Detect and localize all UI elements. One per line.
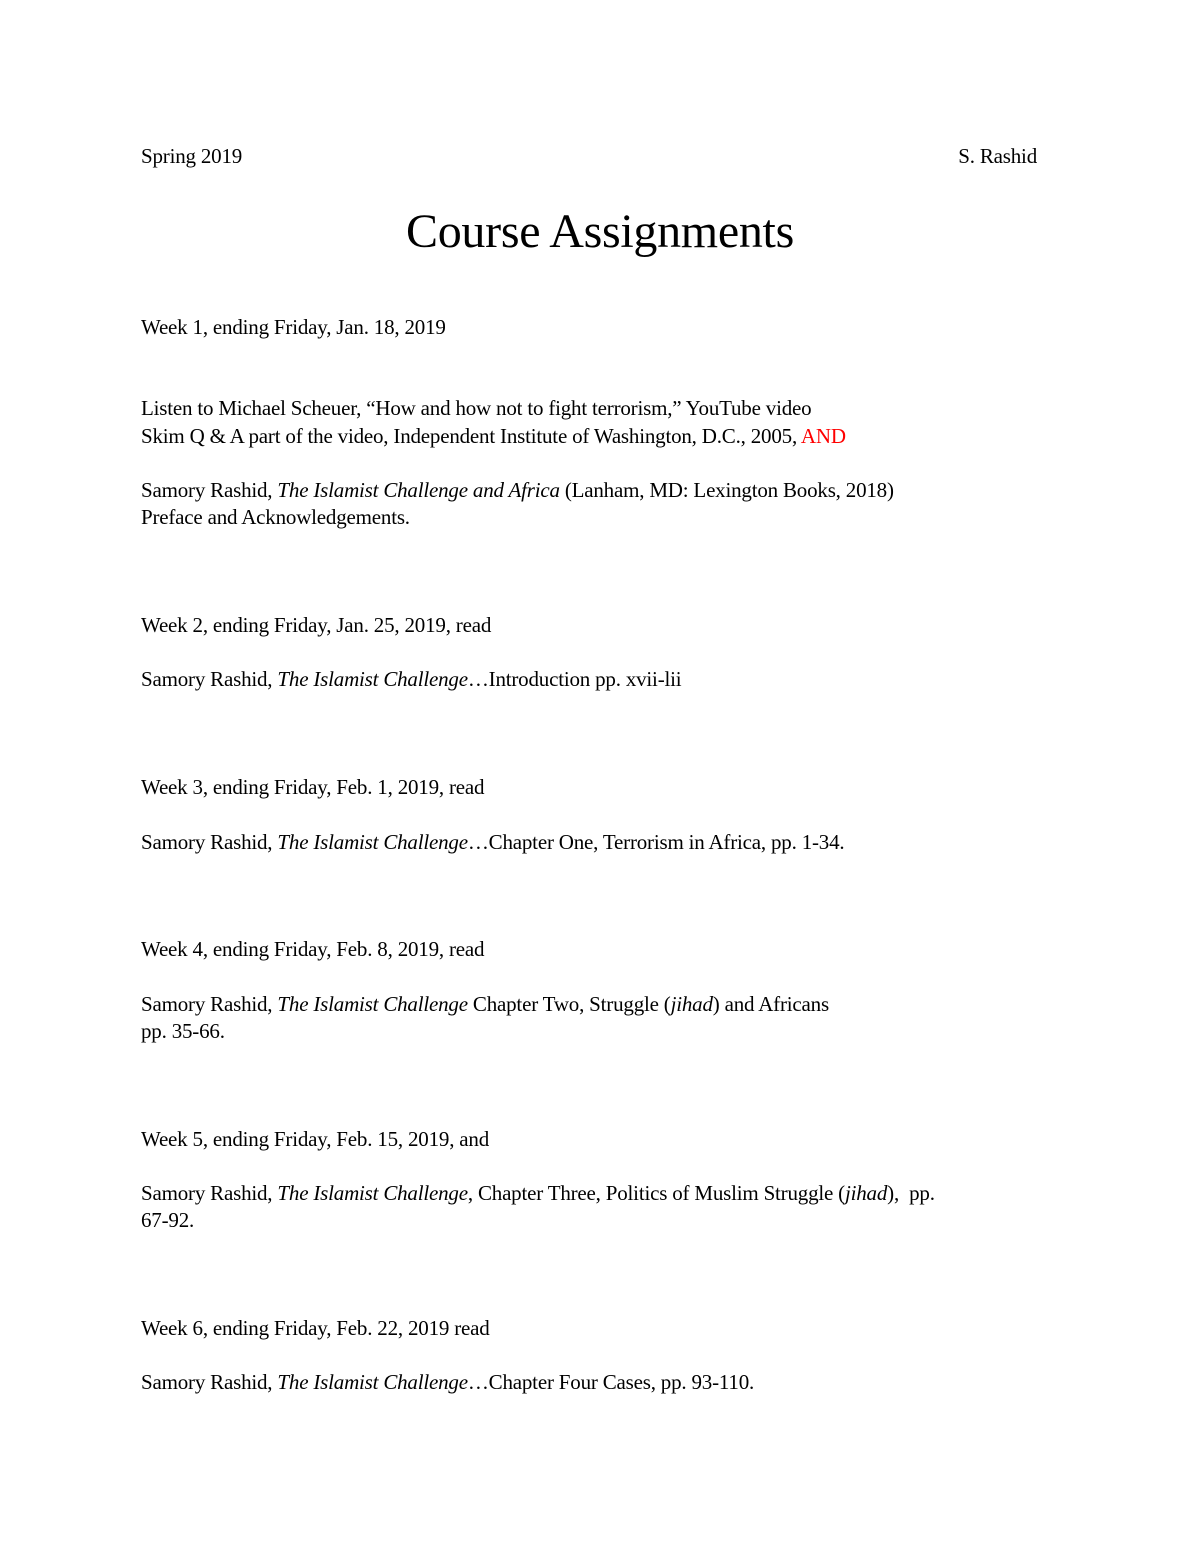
week-2-heading: Week 2, ending Friday, Jan. 25, 2019, read	[141, 613, 492, 637]
week-1-skim-text: Skim Q & A part of the video, Independent Institute of Washington, D.C., 2005,	[141, 424, 801, 448]
reading-author: Samory Rashid,	[141, 1370, 278, 1394]
week-6-reading	[141, 1368, 754, 1396]
reading-author: Samory Rashid,	[141, 1181, 278, 1205]
week-5-heading: Week 5, ending Friday, Feb. 15, 2019, and	[141, 1127, 490, 1151]
reading-author: Samory Rashid,	[141, 667, 278, 691]
reading-details: Chapter Two, Struggle (	[467, 992, 671, 1016]
reading-author: Samory Rashid,	[141, 992, 278, 1016]
week-4-heading: Week 4, ending Friday, Feb. 8, 2019, read	[141, 937, 485, 961]
reading-details: …Chapter Four Cases, pp. 93-110.	[467, 1370, 755, 1394]
book-title: The Islamist Challenge	[277, 1181, 468, 1205]
week-3-heading: Week 3, ending Friday, Feb. 1, 2019, read	[141, 775, 485, 799]
week-1-listen-line: Listen to Michael Scheuer, “How and how not to fight terrorism,” YouTube video	[141, 396, 812, 420]
week-4-reading-line2: pp. 35-66.	[141, 1019, 225, 1043]
week-1-heading: Week 1, ending Friday, Jan. 18, 2019	[141, 315, 446, 339]
book-title: The Islamist Challenge	[277, 667, 468, 691]
book-title: The Islamist Challenge	[277, 830, 468, 854]
reading-details-end: ), pp.	[887, 1181, 935, 1205]
week-4-reading	[141, 990, 829, 1018]
reading-details: …Introduction pp. xvii-lii	[467, 667, 682, 691]
week-1-reading-line2: Preface and Acknowledgements.	[141, 505, 410, 529]
and-emphasis: AND	[800, 424, 846, 448]
reading-author: Samory Rashid,	[141, 478, 278, 502]
week-1-skim-line	[141, 422, 846, 450]
book-title: The Islamist Challenge and Africa	[277, 478, 560, 502]
book-title: The Islamist Challenge	[277, 1370, 468, 1394]
reading-author: Samory Rashid,	[141, 830, 278, 854]
page-title: Course Assignments	[406, 205, 794, 258]
jihad-term: jihad	[844, 1181, 888, 1205]
reading-details-end: ) and Africans	[712, 992, 829, 1016]
week-3-reading	[141, 828, 844, 856]
reading-details: (Lanham, MD: Lexington Books, 2018)	[559, 478, 894, 502]
author-label: S. Rashid	[958, 144, 1037, 168]
term-label: Spring 2019	[141, 144, 243, 168]
week-6-heading: Week 6, ending Friday, Feb. 22, 2019 read	[141, 1316, 490, 1340]
reading-details: , Chapter Three, Politics of Muslim Struggle (	[467, 1181, 845, 1205]
reading-details: …Chapter One, Terrorism in Africa, pp. 1-34.	[467, 830, 845, 854]
week-1-reading	[141, 476, 894, 504]
jihad-term: jihad	[670, 992, 713, 1016]
week-5-reading-line2: 67-92.	[141, 1208, 195, 1232]
week-2-reading	[141, 665, 681, 693]
week-5-reading	[141, 1179, 935, 1207]
book-title: The Islamist Challenge	[277, 992, 468, 1016]
